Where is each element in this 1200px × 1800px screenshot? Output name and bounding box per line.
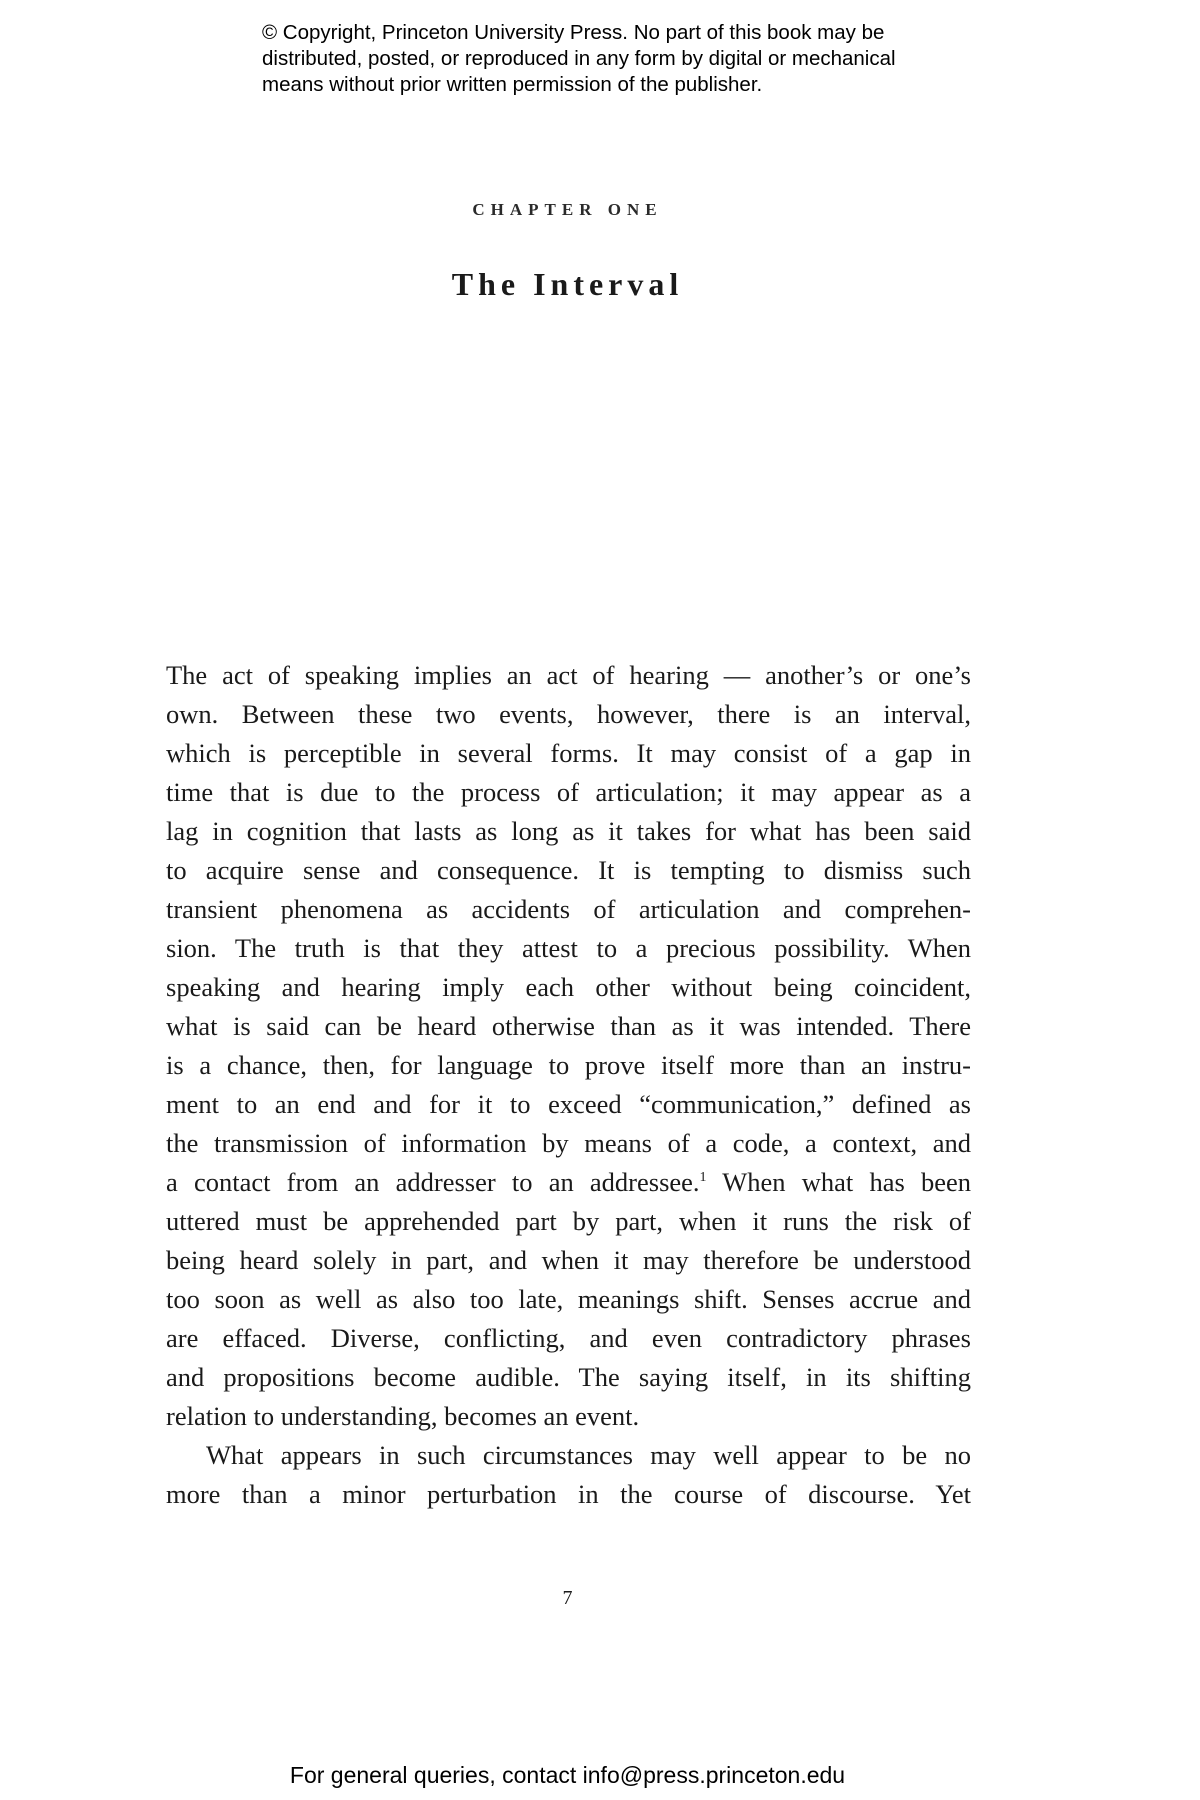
text-line: the transmission of information by means of a code, a context, and <box>166 1128 971 1158</box>
line-text: a contact from an addresser to an addressee. <box>166 1167 700 1197</box>
text-line: time that is due to the process of articulation; it may appear as a <box>166 777 971 807</box>
text-line: more than a minor perturbation in the course of discourse. Yet <box>166 1479 971 1509</box>
copyright-line: means without prior written permission of the publisher. <box>262 73 763 96</box>
text-line: are effaced. Diverse, conflicting, and even contradictory phrases <box>166 1323 971 1353</box>
text-line: sion. The truth is that they attest to a precious possibility. When <box>166 933 971 963</box>
text-line: own. Between these two events, however, there is an interval, <box>166 699 971 729</box>
text-line: uttered must be apprehended part by part, when it runs the risk of <box>166 1206 971 1236</box>
text-line: speaking and hearing imply each other without being coincident, <box>166 972 971 1002</box>
text-line: to acquire sense and consequence. It is tempting to dismiss such <box>166 855 971 885</box>
text-line: relation to understanding, becomes an event. <box>166 1401 640 1431</box>
text-line: The act of speaking implies an act of hearing — another’s or one’s <box>166 660 971 690</box>
text-line: what is said can be heard otherwise than as it was intended. There <box>166 1011 971 1041</box>
text-line: which is perceptible in several forms. It may consist of a gap in <box>166 738 971 768</box>
copyright-line: distributed, posted, or reproduced in any form by digital or mechanical <box>262 47 896 70</box>
line-text: When what has been <box>706 1167 971 1197</box>
chapter-title: The Interval <box>451 266 684 302</box>
text-line: being heard solely in part, and when it may therefore be understood <box>166 1245 971 1275</box>
text-line: transient phenomena as accidents of articulation and comprehen- <box>166 894 971 924</box>
copyright-notice <box>262 20 982 98</box>
text-line: ment to an end and for it to exceed “communication,” defined as <box>166 1089 971 1119</box>
text-line: and propositions become audible. The saying itself, in its shifting <box>166 1362 971 1392</box>
text-line: is a chance, then, for language to prove itself more than an instru- <box>166 1050 971 1080</box>
page-number: 7 <box>562 1587 573 1609</box>
footer-contact: For general queries, contact info@press.princeton.edu <box>289 1762 846 1788</box>
chapter-label: CHAPTER ONE <box>472 200 663 219</box>
text-line: too soon as well as also too late, meanings shift. Senses accrue and <box>166 1284 971 1314</box>
copyright-line: © Copyright, Princeton University Press. No part of this book may be <box>262 21 885 44</box>
body-text <box>166 656 971 1514</box>
footnote-marker[interactable]: 1 <box>699 1170 707 1186</box>
text-line: lag in cognition that lasts as long as it takes for what has been said <box>166 816 971 846</box>
text-line-with-footnote <box>166 1163 971 1202</box>
text-line: What appears in such circumstances may well appear to be no <box>206 1440 971 1470</box>
